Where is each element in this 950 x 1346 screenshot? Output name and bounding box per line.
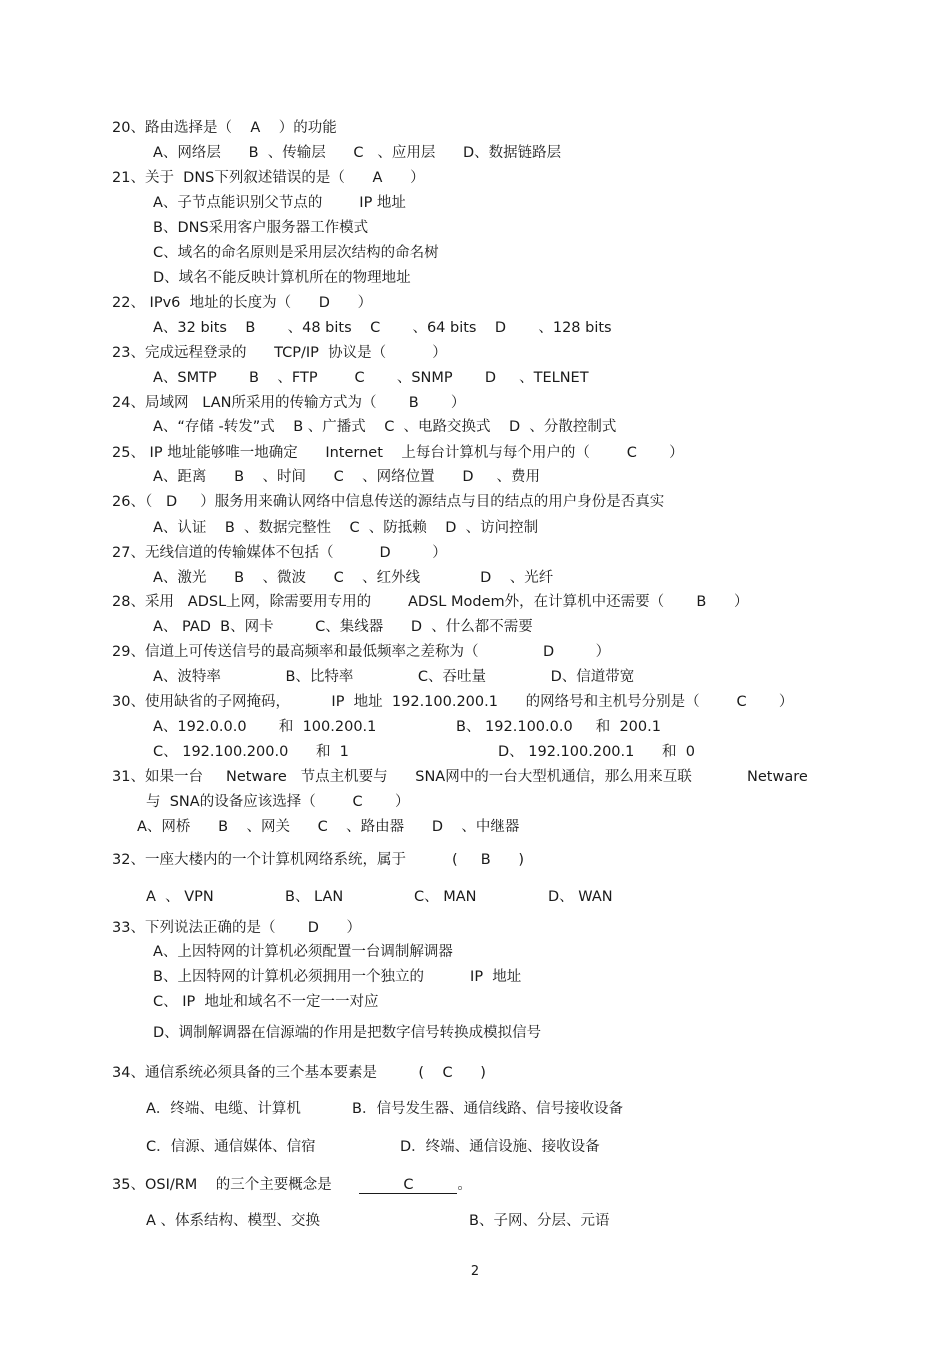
question-stem: 21、关于 DNS下列叙述错误的是（ A ） <box>112 170 425 186</box>
option-d: D．终端、通信设施、接收设备 <box>400 1139 600 1155</box>
question-stem: 32、一座大楼内的一个计算机网络系统，属于 ( B ) <box>112 852 525 868</box>
option-b: B、DNS采用客户服务器工作模式 <box>153 220 369 236</box>
question-stem: 25、 IP 地址能够唯一地确定 Internet 上每台计算机与每个用户的（ C ） <box>112 445 684 461</box>
question-stem: 22、 IPv6 地址的长度为（ D ） <box>112 295 373 311</box>
option-a: A、192.0.0.0 和 100.200.1 <box>153 719 377 735</box>
option-c: C、域名的命名原则是采用层次结构的命名树 <box>153 245 439 261</box>
option-d: D、 WAN <box>548 889 613 905</box>
question-options: A、距离 B 、时间 C 、网络位置 D 、费用 <box>153 469 541 485</box>
question-stem: 20、路由选择是（ A ）的功能 <box>112 120 337 136</box>
question-options: A、SMTP B 、FTP C 、SNMP D 、TELNET <box>153 370 589 386</box>
question-stem-continued: 与 SNA的设备应该选择（ C ） <box>146 794 410 810</box>
option-a: A、子节点能识别父节点的 IP 地址 <box>153 195 406 211</box>
question-options: A、“存储 -转发”式 B 、广播式 C 、电路交换式 D 、分散控制式 <box>153 419 617 435</box>
option-a: A、上因特网的计算机必须配置一台调制解调器 <box>153 944 453 960</box>
question-options: A、激光 B 、微波 C 、红外线 D 、光纤 <box>153 570 554 586</box>
option-b: B、上因特网的计算机必须拥用一个独立的 IP 地址 <box>153 969 522 985</box>
question-stem: 30、使用缺省的子网掩码， IP 地址 192.100.200.1 的网络号和主机号分别是（ C ） <box>112 694 794 710</box>
question-stem-end: 。 <box>457 1177 472 1193</box>
option-c: C、 MAN <box>414 889 477 905</box>
option-b: B、子网、分层、元语 <box>469 1213 610 1229</box>
option-d: D、域名不能反映计算机所在的物理地址 <box>153 270 411 286</box>
option-b: B、 LAN <box>285 889 344 905</box>
question-stem: 24、局域网 LAN所采用的传输方式为（ B ） <box>112 395 466 411</box>
question-stem <box>112 1176 472 1194</box>
option-b: B、 192.100.0.0 和 200.1 <box>456 719 661 735</box>
answer-blank: C <box>359 1177 457 1194</box>
option-d: D、 192.100.200.1 和 0 <box>498 744 695 760</box>
question-options: A、网桥 B 、网关 C 、路由器 D 、中继器 <box>137 819 520 835</box>
question-stem: 34、通信系统必须具备的三个基本要素是 ( C ) <box>112 1065 486 1081</box>
option-b: B．信号发生器、通信线路、信号接收设备 <box>352 1101 623 1117</box>
question-stem: 27、无线信道的传输媒体不包括（ D ） <box>112 545 447 561</box>
question-options: A、 PAD B、网卡 C、集线器 D 、什么都不需要 <box>153 619 533 635</box>
question-options: A、认证 B 、数据完整性 C 、防抵赖 D 、访问控制 <box>153 520 539 536</box>
question-options: A、波特率 B、比特率 C、吞吐量 D、信道带宽 <box>153 669 635 685</box>
option-a: A 、体系结构、模型、交换 <box>146 1213 321 1229</box>
question-stem: 28、采用 ADSL上网，除需要用专用的 ADSL Modem外，在计算机中还需要（ B ） <box>112 594 749 610</box>
option-c: C、 192.100.200.0 和 1 <box>153 744 349 760</box>
option-a: A．终端、电缆、计算机 <box>146 1101 301 1117</box>
option-c: C、 IP 地址和域名不一定一一对应 <box>153 994 379 1010</box>
option-c: C．信源、通信媒体、信宿 <box>146 1139 316 1155</box>
question-stem: 31、如果一台 Netware 节点主机要与 SNA网中的一台大型机通信，那么用来互联 Netware <box>112 769 808 785</box>
question-options: A、网络层 B 、传输层 C 、应用层 D、数据链路层 <box>153 145 562 161</box>
question-stem: 23、完成远程登录的 TCP/IP 协议是（ ） <box>112 345 447 361</box>
question-options: A、32 bits B 、48 bits C 、64 bits D 、128 bits <box>153 320 612 336</box>
question-stem: 26、（ D ）服务用来确认网络中信息传送的源结点与目的结点的用户身份是否真实 <box>112 494 665 510</box>
question-stem: 33、下列说法正确的是（ D ） <box>112 920 362 936</box>
question-stem-text: 35、OSI/RM 的三个主要概念是 <box>112 1177 360 1193</box>
question-stem: 29、信道上可传送信号的最高频率和最低频率之差称为（ D ） <box>112 644 611 660</box>
option-d: D、调制解调器在信源端的作用是把数字信号转换成模拟信号 <box>153 1025 542 1041</box>
page-number: 2 <box>470 1264 480 1279</box>
option-a: A 、 VPN <box>146 889 214 905</box>
